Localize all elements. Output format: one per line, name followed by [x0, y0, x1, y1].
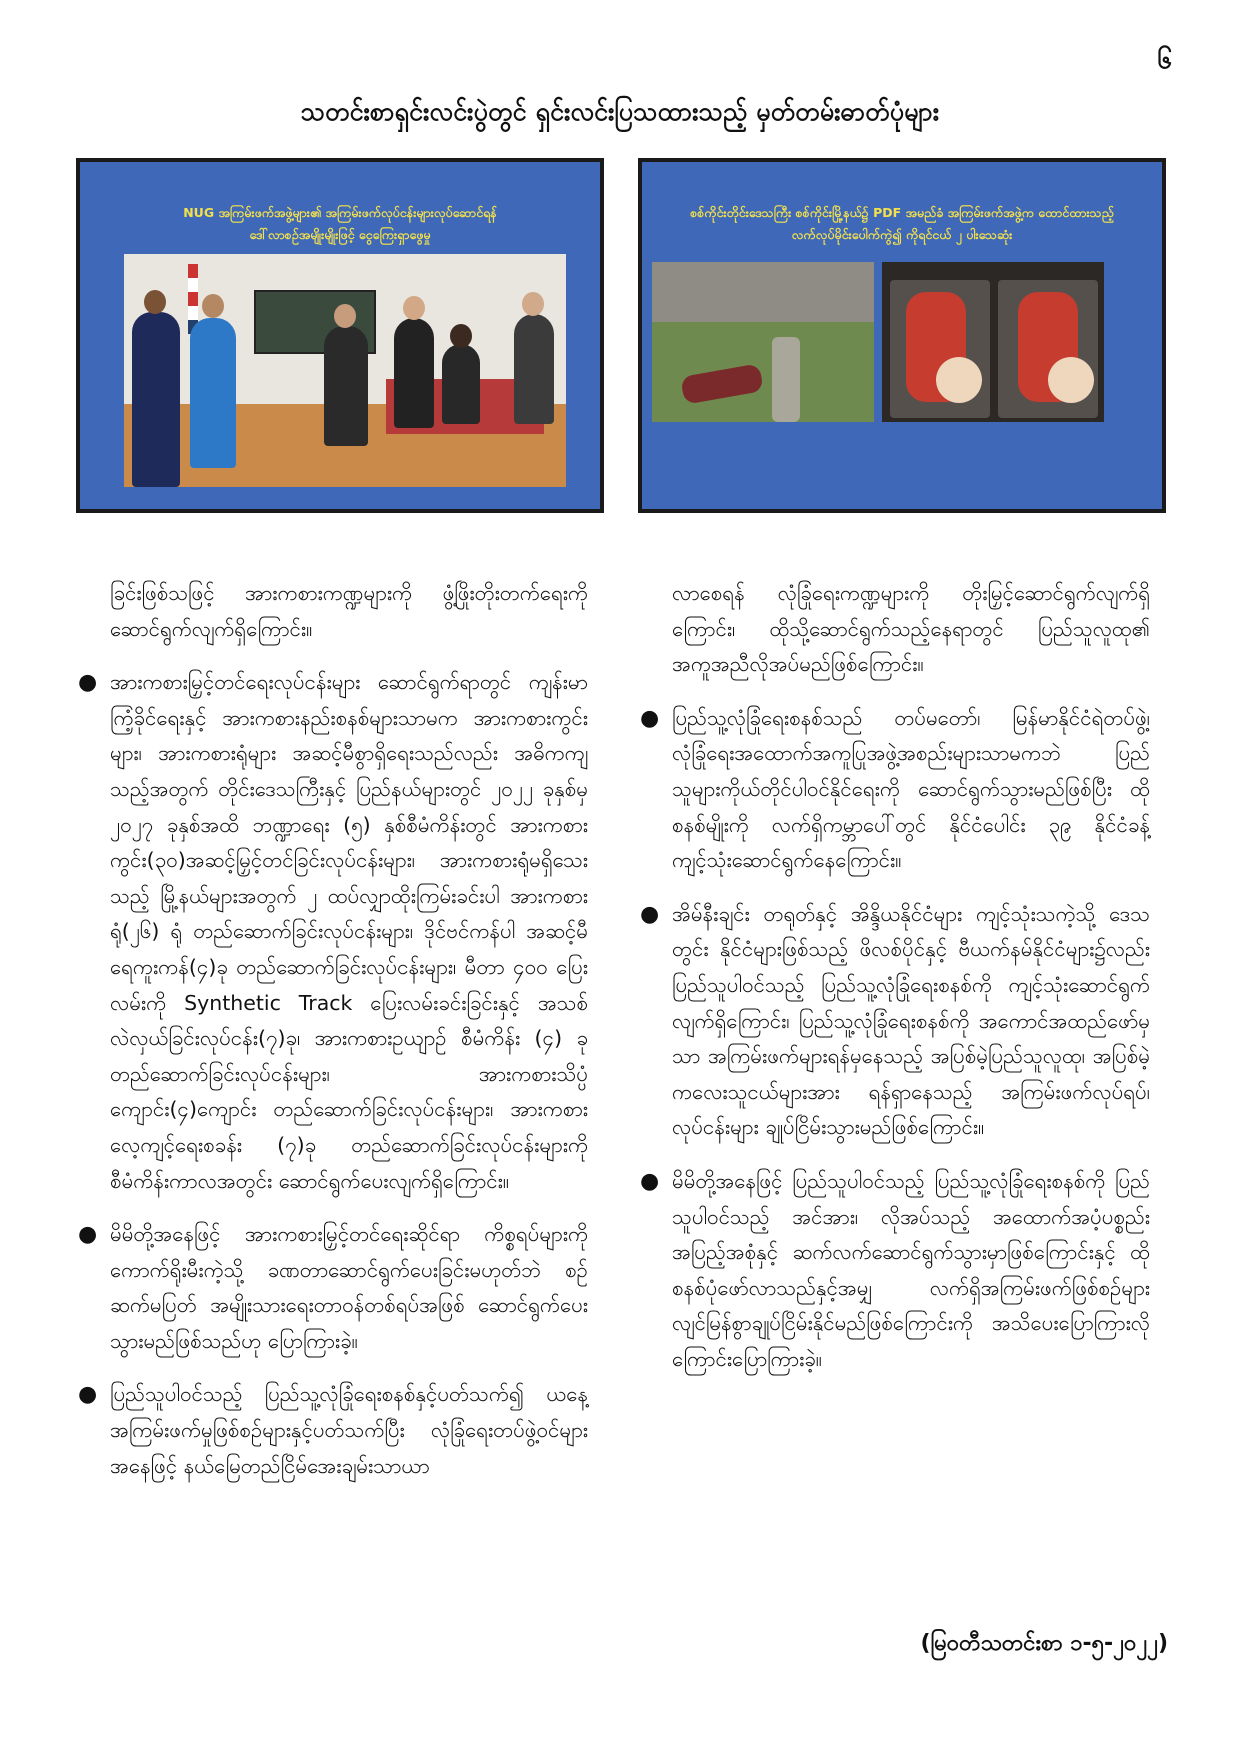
list-item-text: အားကစားမြှင့်တင်ရေးလုပ်ငန်းများ ဆောင်ရွက်ရာတွင် ကျန်းမာကြံ့ခိုင်ရေးနှင့် အားကစားနည်းစနစ်များသာမက အားကစားကွင်းများ၊ အားကစားရုံများ အဆင့်မီစွာရှိရေးသည်လည်း အဓိကကျသည့်အတွက် တိုင်းဒေသကြီးနှင့် ပြည်နယ်များတွင် ၂၀၂၂ ခုနှစ်မှ ၂၀၂၇ ခုနှစ်အထိ ဘဏ္ဍာရေး (၅) နှစ်စီမံကိန်းတွင် အားကစားကွင်း(၃၀)အဆင့်မြှင့်တင်ခြင်းလုပ်ငန်းများ၊ အားကစားရုံမရှိသေးသည့် မြို့နယ်များအတွက် ၂ ထပ်လျှာထိုးကြမ်းခင်းပါ အားကစားရုံ(၂၆) ရုံ တည်ဆောက်ခြင်းလုပ်ငန်းများ၊ ဒိုင်ဗင်ကန်ပါ အဆင့်မီရေကူးကန်(၄)ခု တည်ဆောက်ခြင်းလုပ်ငန်းများ၊ မီတာ ၄၀၀ ပြေးလမ်းကို Synthetic Track ပြေးလမ်းခင်းခြင်းနှင့် အသစ်လဲလှယ်ခြင်းလုပ်ငန်း(၇)ခု၊ အားကစားဥယျာဉ် စီမံကိန်း (၄) ခု တည်ဆောက်ခြင်းလုပ်ငန်းများ၊ အားကစားသိပ္ပံ ကျောင်း(၄)ကျောင်း တည်ဆောက်ခြင်းလုပ်ငန်းများ၊ အားကစားလေ့ကျင့်ရေးစခန်း (၇)ခု တည်ဆောက်ခြင်းလုပ်ငန်းများကို စီမံကိန်းကာလအတွင်း ဆောင်ရွက်ပေးလျက်ရှိကြောင်း။ [110, 670, 588, 1193]
photo-panel-right [638, 158, 1166, 513]
left-column-intro: ခြင်းဖြစ်သဖြင့် အားကစားကဏ္ဍများကို ဖွံ့ဖြိုးတိုးတက်ရေးကို ဆောင်ရွက်လျက်ရှိကြောင်း။ [110, 581, 588, 641]
bullet-icon: ● [640, 901, 660, 927]
list-item [78, 1377, 588, 1484]
list-item [78, 1217, 588, 1359]
list-item [640, 897, 1150, 1146]
blurred-face [936, 357, 982, 403]
list-item-text: ပြည်သူ့လုံခြုံရေးစနစ်သည် တပ်မတော်၊ မြန်မာနိုင်ငံရဲတပ်ဖွဲ့၊ လုံခြုံရေးအထောက်အကူပြုအဖွဲ့အစည်းများသာမကဘဲ ပြည်သူများကိုယ်တိုင်ပါဝင်နိုင်ရေးကို ဆောင်ရွက်သွားမည်ဖြစ်ပြီး ထိုစနစ်မျိုးကို လက်ရှိကမ္ဘာပေါ်တွင် နိုင်ငံပေါင်း ၃၉ နိုင်ငံခန့် ကျင့်သုံးဆောင်ရွက်နေကြောင်း။ [672, 705, 1150, 873]
right-column-intro: လာစေရန် လုံခြုံရေးကဏ္ဍများကို တိုးမြှင့်ဆောင်ရွက်လျက်ရှိကြောင်း၊ ထိုသို့ဆောင်ရွက်သည့်နေရာတွင် ပြည်သူလူထု၏ အကူအညီလိုအပ်မည်ဖြစ်ကြောင်း။ [672, 581, 1150, 677]
left-text-column [78, 576, 588, 1484]
bullet-icon: ● [78, 1222, 98, 1248]
photo-caption-right-line2: လက်လုပ်မိုင်းပေါက်ကွဲ၍ ကိုရင်ငယ် ၂ ပါးသေဆုံး [791, 227, 1013, 242]
bullet-icon: ● [640, 705, 660, 731]
list-item [78, 665, 588, 1199]
page-title: သတင်းစာရှင်းလင်းပွဲတွင် ရှင်းလင်းပြသထားသည့် မှတ်တမ်းဓာတ်ပုံများ [300, 97, 940, 126]
bullet-icon: ● [78, 1382, 98, 1408]
incident-photo-roadside [652, 262, 874, 422]
bullet-icon: ● [78, 670, 98, 696]
photo-caption-left-line2: ဒေါ်လာစဉ်အမျိုးမျိုးဖြင့် ငွေကြေးရှာဖွေမှု [249, 227, 431, 242]
right-text-column [640, 576, 1150, 1377]
list-item [640, 701, 1150, 879]
photo-caption-right-line1: စစ်ကိုင်းတိုင်းဒေသကြီး စစ်ကိုင်းမြို့နယ်၌ PDF အမည်ခံ အကြမ်းဖက်အဖွဲ့က ထောင်ထားသည့် [690, 205, 1114, 220]
page-number: ၆ [1157, 45, 1172, 75]
list-item-text: မိမိတို့အနေဖြင့် ပြည်သူပါဝင်သည့် ပြည်သူ့လုံခြုံရေးစနစ်ကို ပြည်သူပါဝင်သည့် အင်အား၊ လိုအပ်သည့် အထောက်အပံ့ပစ္စည်း အပြည့်အစုံနှင့် ဆက်လက်ဆောင်ရွက်သွားမှာဖြစ်ကြောင်းနှင့် ထိုစနစ်ပုံဖော်လာသည်နှင့်အမျှ လက်ရှိအကြမ်းဖက်ဖြစ်စဉ်များ လျင်မြန်စွာချုပ်ငြိမ်းနိုင်မည်ဖြစ်ကြောင်းကို အသိပေးပြောကြားလိုကြောင်းပြောကြားခဲ့။ [672, 1168, 1150, 1371]
blurred-face [1048, 357, 1094, 403]
photo-panel-left [76, 158, 604, 513]
list-item-text: အိမ်နီးချင်း တရုတ်နှင့် အိန္ဒိယနိုင်ငံများ ကျင့်သုံးသကဲ့သို့ ဒေသတွင်း နိုင်ငံများဖြစ်သည့် ဖိလစ်ပိုင်နှင့် ဗီယက်နမ်နိုင်ငံများ၌လည်း ပြည်သူပါဝင်သည့် ပြည်သူ့လုံခြုံရေးစနစ်ကို ကျင့်သုံးဆောင်ရွက်လျက်ရှိကြောင်း၊ ပြည်သူ့လုံခြုံရေးစနစ်ကို အကောင်အထည်ဖော်မှသာ အကြမ်းဖက်များရန်မှနေသည့် အပြစ်မဲ့ပြည်သူလူထု၊ အပြစ်မဲ့ကလေးသူငယ်များအား ရန်ရှာနေသည့် အကြမ်းဖက်လုပ်ရပ်၊ လုပ်ငန်းများ ချုပ်ငြိမ်းသွားမည်ဖြစ်ကြောင်း။ [672, 901, 1150, 1140]
photo-caption-left [80, 202, 600, 246]
list-item-text: ပြည်သူပါဝင်သည့် ပြည်သူ့လုံခြုံရေးစနစ်နှင့်ပတ်သက်၍ ယနေ့အကြမ်းဖက်မှုဖြစ်စဉ်များနှင့်ပတ်သက်ပြီး လုံခြုံရေးတပ်ဖွဲ့ဝင်များအနေဖြင့် နယ်မြေတည်ငြိမ်အေးချမ်းသာယာ [110, 1382, 588, 1478]
bullet-icon: ● [640, 1168, 660, 1194]
source-citation: (မြဝတီသတင်းစာ ၁-၅-၂၀၂၂) [920, 1631, 1168, 1656]
incident-photo-stretchers [882, 262, 1104, 422]
list-item [640, 1164, 1150, 1378]
photo-caption-right [642, 202, 1162, 246]
meeting-photo [124, 254, 566, 487]
list-item-text: မိမိတို့အနေဖြင့် အားကစားမြှင့်တင်ရေးဆိုင်ရာ ကိစ္စရပ်များကို ကောက်ရိုးမီးကဲ့သို့ ခဏတာဆောင်ရွက်ပေးခြင်းမဟုတ်ဘဲ စဉ်ဆက်မပြတ် အမျိုးသားရေးတာဝန်တစ်ရပ်အဖြစ် ဆောင်ရွက်ပေးသွားမည်ဖြစ်သည်ဟု ပြောကြားခဲ့။ [110, 1222, 588, 1353]
photo-caption-left-line1: NUG အကြမ်းဖက်အဖွဲ့များ၏ အကြမ်းဖက်လုပ်ငန်းများလုပ်ဆောင်ရန် [183, 205, 497, 220]
